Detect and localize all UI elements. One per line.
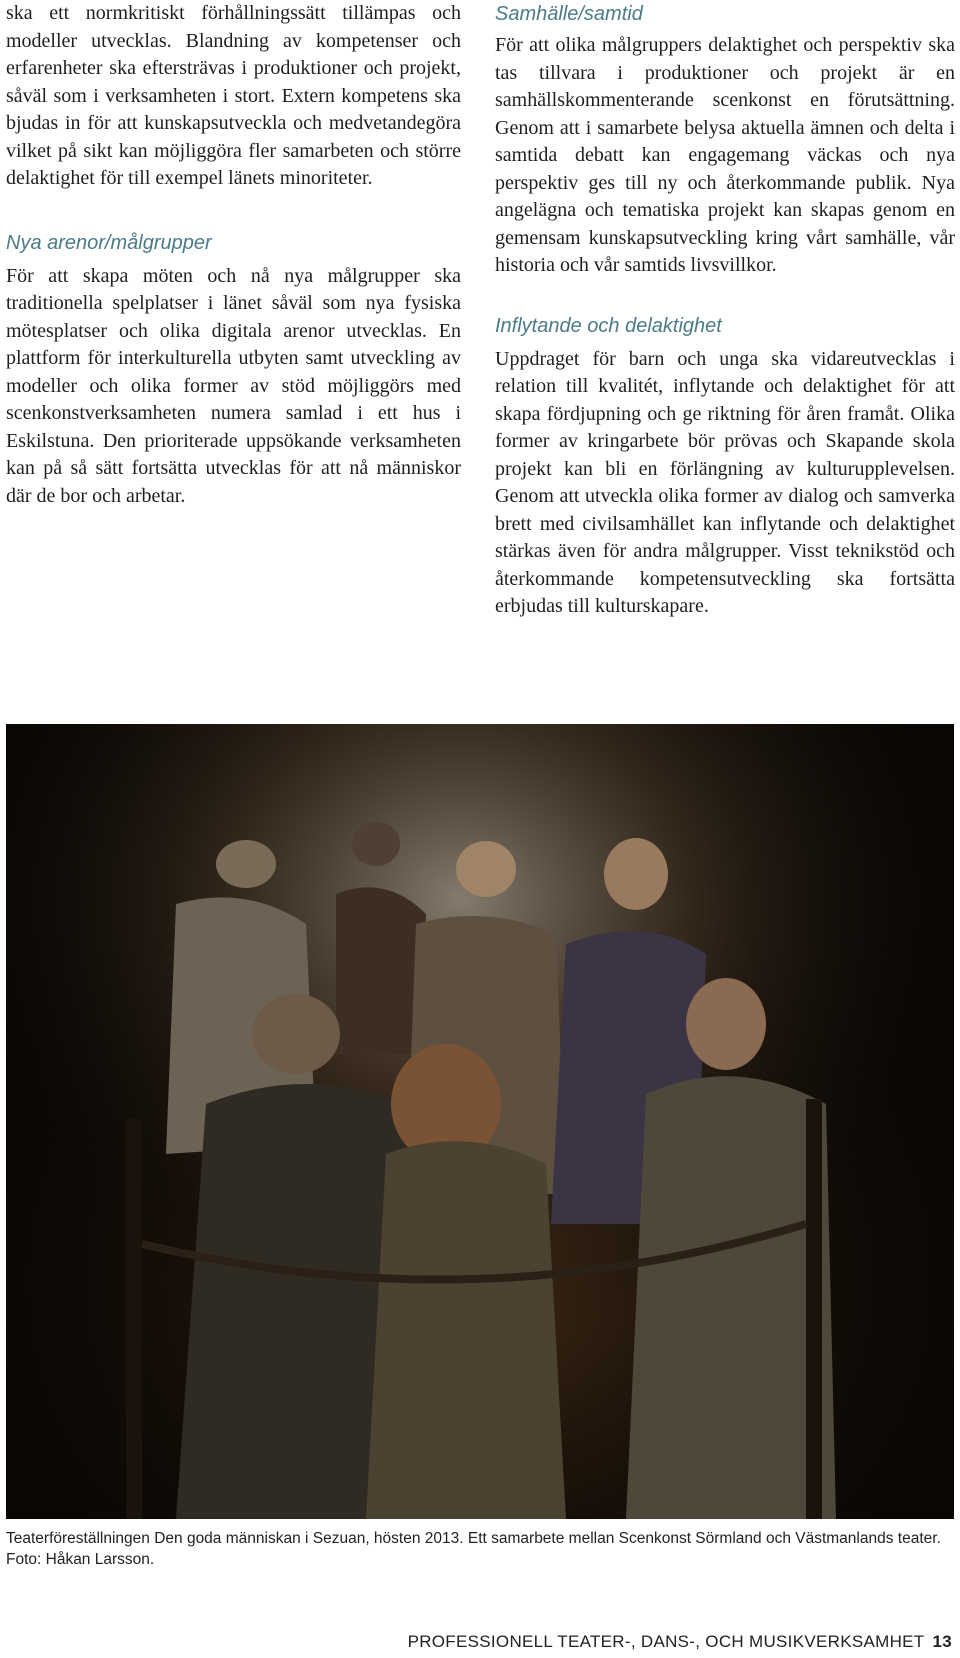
heading-nya-arenor: Nya arenor/målgrupper (6, 231, 212, 254)
left-column (6, 0, 461, 510)
photo-caption: Teaterföreställningen Den goda människan i Sezuan, hösten 2013. Ett samarbete mellan Scenkonst Sörmland och Västmanlands teater. Foto: Håkan Larsson. (6, 1530, 941, 1568)
heading-inflytande: Inflytande och delaktighet (495, 314, 722, 337)
right-column (495, 0, 955, 621)
inflytande-paragraph: Uppdraget för barn och unga ska vidareutvecklas i relation till kvalitét, inflytande och delaktighet för att skapa fördjupning och ge riktning för åren framåt. Olika former av kringarbete bör prövas och Skapande skola projekt kan bli en förlängning av kulturupplevelsen. Genom att utveckla olika former av dialog och samverka brett med civilsamhället kan inflytande och delaktighet stärkas även för andra målgrupper. Visst teknikstöd och återkommande kompetensutveckling ska fortsätta erbjudas till kulturskapare. (495, 347, 955, 617)
nya-arenor-paragraph: För att skapa möten och nå nya målgrupper ska traditionella spelplatser i länet såväl som nya fysiska mötesplatser och olika digitala arenor utvecklas. En plattform för interkulturella utbyten samt utveckling av modeller och olika former av stöd möjliggörs med scenkonstverksamheten numera samlad i ett hus i Eskilstuna. Den prioriterade uppsökande verksamheten kan på så sätt fortsätta utvecklas för att nå människor där de bor och arbetar. (6, 264, 461, 507)
intro-paragraph: ska ett normkritiskt förhållningssätt tillämpas och modeller utvecklas. Blandning av kompetenser och erfarenheter ska eftersträvas i produktioner och projekt, såväl som i verksamheten i stort. Extern kompetens ska bjudas in för att kunskapsutveckla och medvetandegöra vilket på sikt kan möjliggöra fler samarbeten och större delaktighet för till exempel länets minoriteter. (6, 2, 461, 189)
theatre-photo (6, 724, 954, 1519)
page-number: 13 (932, 1632, 952, 1651)
heading-samhalle-samtid: Samhälle/samtid (495, 3, 643, 25)
theatre-photo-illustration (6, 724, 954, 1519)
samhalle-paragraph: För att olika målgruppers delaktighet och perspektiv ska tas tillvara i produktioner och projekt är en samhällskommenterande scenkonst en förutsättning. Genom att i samarbete belysa aktuella ämnen och delta i samtida debatt kan engagemang väckas och nya perspektiv ges till ny och återkommande publik. Nya angelägna och tematiska projekt kan skapas genom en gemensam kunskapsutveckling kring vårt samhälle, vår historia och vår samtids livsvillkor. (495, 34, 955, 276)
page-footer (408, 1632, 952, 1652)
running-title: PROFESSIONELL TEATER-, DANS-, OCH MUSIKVERKSAMHET (407, 1632, 925, 1651)
